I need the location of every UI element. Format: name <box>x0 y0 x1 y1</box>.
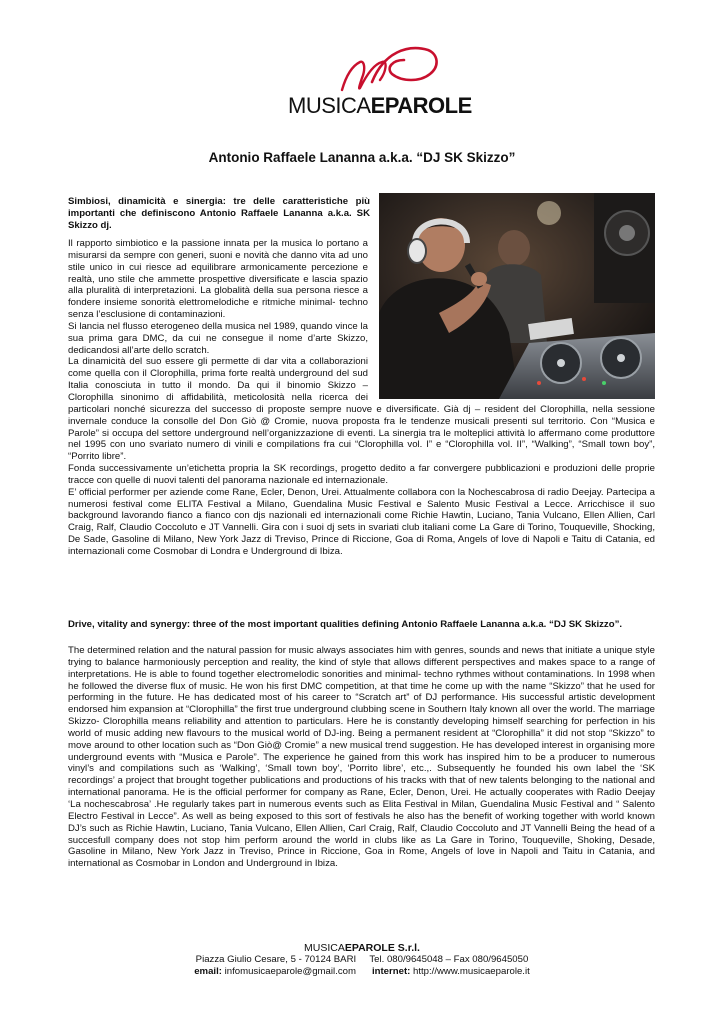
footer-website-link[interactable]: http://www.musicaeparole.it <box>413 966 530 977</box>
italian-biography <box>68 238 655 558</box>
intro-lead: Simbiosi, dinamicità e sinergia: tre delle caratteristiche più importanti che definiscono Antonio Raffaele Lananna a.k.a. SK Skizzo dj. <box>68 196 370 231</box>
en-paragraph: The determined relation and the natural passion for music always associates him with genres, sounds and news that initiate a unique style trying to balance harmoniously perception and reality, the kind of style that allows different perspectives and makes space to a range of interpretations. He is able to found together electromelodic sonorities and minimal- techno rythmes without contaminations. In 1998 when he followed the diverse flux of music. He won his first DMC competition, at that time he come up with the name “Skizzo” that he used for performing in the future. He has dedicated most of his career to “Scratch art” of DJ performance. His successful artistic development endorsed him expansion at “Clorophilla” the first true underground clubbing scene in Southern Italy known all over the world. The marriage Skizzo- Clorophilla means reliability and attention to particulars. Here he is constantly developing himself searching for perfection in his world of music adding new flavours to the musical world of DJ-ing. Being a permanent resident at “Clorophilla” it did not stop “Skizzo” to move around to other location such as “Don Giò@ Cromie” a new musical trend suggestion. He has developed interest in organising more underground events with “Musica e Parole”. The experience he gained from this work has inspired him to be a producer to numerous vinyl’s and compilations such as ‘Walking’, ‘Small town boy’, ‘Porrito libre’, etc.,. Subsequently he founded his own label the ‘SK recordings’ a project that brought together publications and productions of his tracks with that of new talents belonging to the national and international panorama. He is the official performer for company as Rane, Ecler, Denon, Urei. He actually cooperates with Radio Deejay ‘La nochescabrosa’ .He regularly takes part in numerous events such as Elita Festival in Milan, Guendalina Music Festival and “ Salento Electro Festival in Lecce”. As well as being exposed to this sort of festivals he also has the benefit of working together with world known DJ’s such as Richie Hawtin, Luciano, Tania Vulcano, Ellen Allien, Carl Craig, Ralf, Claudio Coccoluto and JT Vannelli Being the head of a succesfull company does not stop him perform around the world in clubs like as La Gare in Torino, Touqueville, Shoking, Desade, Gasoline in Milano, New York Jazz in Treviso, Prince in Riccione, Goa in Rome, Angels of love in Napoli and Taitu in Catania, and international as Cosmobar in London and Underground in Ibiza. <box>68 645 655 870</box>
logo-wordmark <box>288 93 472 119</box>
logo-text-bold: EPAROLE <box>370 93 472 118</box>
logo-swirl-icon <box>280 38 450 98</box>
english-heading: Drive, vitality and synergy: three of the most important qualities defining Antonio Raffaele Lananna a.k.a. “DJ SK Skizzo”. <box>68 619 623 630</box>
footer-address-line <box>0 954 724 966</box>
company-logo <box>280 38 472 120</box>
footer-email-link[interactable]: infomusicaeparole@gmail.com <box>224 966 356 977</box>
footer-internet-label: internet: <box>371 966 411 977</box>
footer-phones: Tel. 080/9645048 – Fax 080/9645050 <box>369 954 529 965</box>
footer-company-light: MUSICA <box>304 942 345 954</box>
it-paragraph-4: Fonda successivamente un’etichetta propria la SK recordings, progetto dedito a far convergere pubblicazioni e produzioni delle proprie tracce con quelle di nuovi talenti del panorama nazionale ed internazionale. <box>68 463 655 486</box>
it-paragraph-3: La dinamicità del suo essere gli permette di dar vita a collaborazioni come quella con il Clorophilla, prima forte realtà underground del sud Italia conosciuta in tutto il mondo. Da qui il binomio Skizzo – Clorophilla sinonimo di affidabilità, meticolosità nella ricerca dei particolari nonché sicurezza del successo di proposte sempre nuove e diversificate. Già dj – resident del Clorophilla, nella sessione invernale conduce la consolle del Don Giò @ Cromie, nuova proposta fra le tendenze musicali presenti sul territorio. Con “Musica e Parole” si occupa del settore underground nell’organizzazione di eventi. La sinergia tra le molteplici attività lo affermano come produttore nel 1995 con uno svariato numero di vinili e compilations fra cui “Clorophilla vol. I” e “Clorophilla vol. II”, “Walking”, “Small town boy”, “Porrito libre”. <box>68 356 655 463</box>
footer-contact-line <box>0 966 724 978</box>
footer-address: Piazza Giulio Cesare, 5 - 70124 BARI <box>195 954 357 965</box>
it-paragraph-5: E’ official performer per aziende come Rane, Ecler, Denon, Urei. Attualmente collabora con la Nochescabrosa di radio Deejay. Partecipa a numerosi festival come ELITA Festival a Milano, Guendalina Music Festival e Salento Music Festival a Lecce. Arricchisce il suo background lavorando fianco a fianco con djs nazionali ed internazionali come Richie Hawtin, Luciano, Tania Vulcano, Ellen Allien, Carl Craig, Ralf, Claudio Coccoluto e JT Vannelli. Gira con i suoi dj sets in svariati club italiani come La Gare di Torino, Touqueville, Shocking, De Sade, Gasoline di Milano, New York Jazz di Treviso, Prince di Riccione, Goa di Roma, Angels of love di Napoli e Taitu di Catania, ed internazionali come Cosmobar di Londra e Underground di Ibiza. <box>68 486 655 557</box>
footer-company <box>0 942 724 954</box>
footer <box>0 942 724 978</box>
it-paragraph-2: Si lancia nel flusso eterogeneo della musica nel 1989, quando vince la sua prima gara DMC, da cui ne consegue il nome d’arte Skizzo, dedicandosi all’arte dello scratch. <box>68 320 368 356</box>
logo-text-light: MUSICA <box>288 93 371 118</box>
footer-company-bold: EPAROLE S.r.l. <box>344 942 420 954</box>
it-paragraph-1: Il rapporto simbiotico e la passione innata per la musica lo portano a misurarsi da sempre con generi, suoni e novità che danno vita ad uno stile unico in cui riesce ad equilibrare armonicamente percezione e realtà, uno stile che ammette prospettive diversificate e lascia spazio alla pluralità di interpretazioni. La globalità della sua persona riesce a fondere insieme sonorità elettromelodiche e ritmiche minimal- techno senza l’esclusione di contaminazioni. <box>68 238 368 321</box>
footer-email-label: email: <box>194 966 222 977</box>
english-biography <box>68 645 655 870</box>
page-title: Antonio Raffaele Lananna a.k.a. “DJ SK Skizzo” <box>208 150 516 165</box>
photo-wrap-spacer <box>368 238 655 402</box>
